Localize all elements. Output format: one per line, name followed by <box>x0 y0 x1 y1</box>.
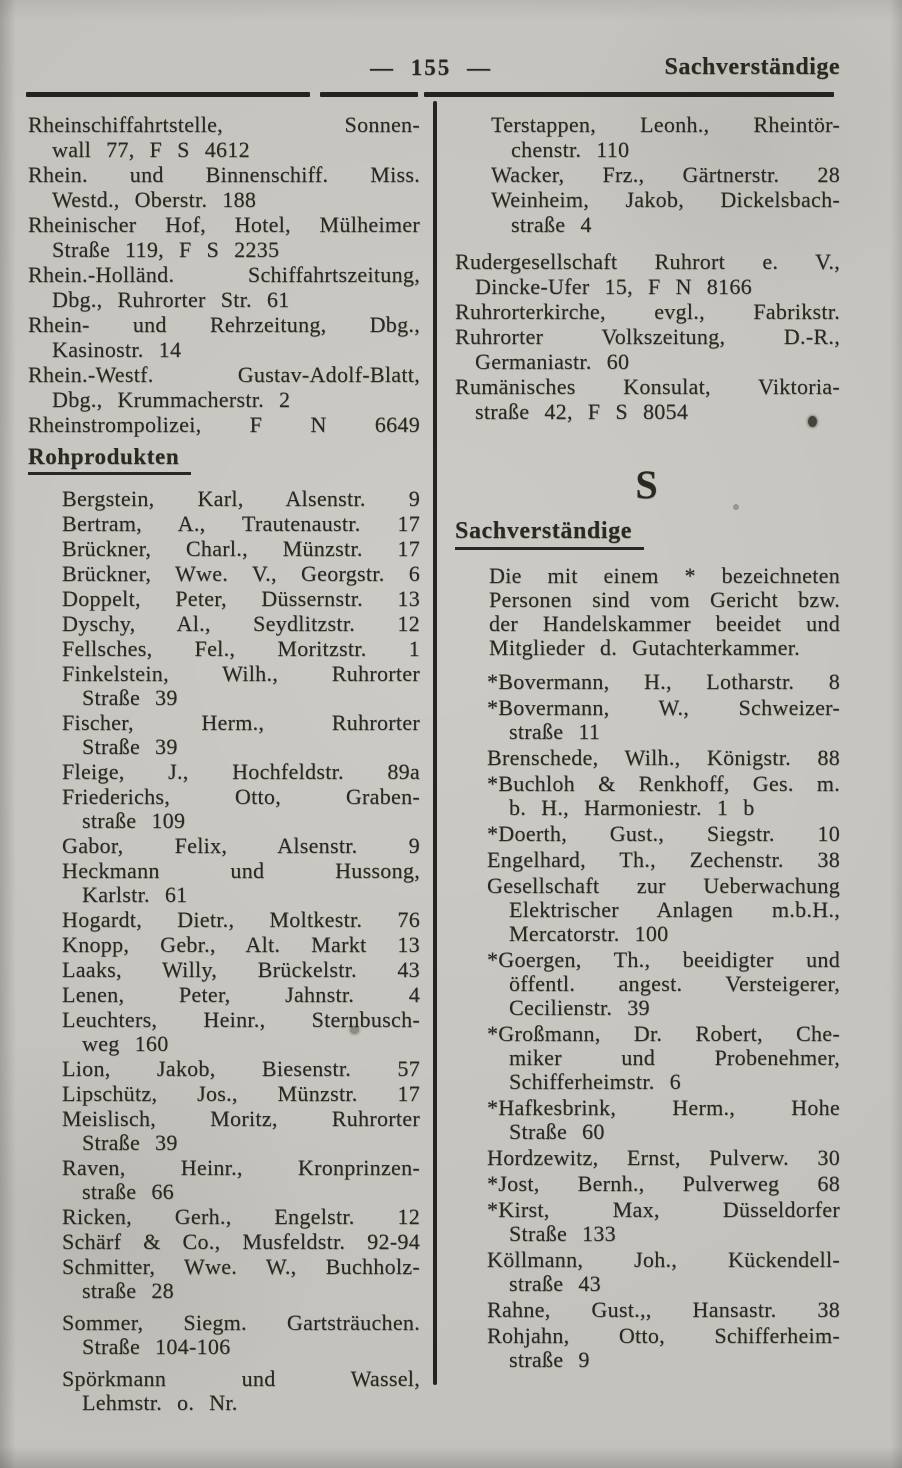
directory-entry <box>62 662 420 710</box>
entry-line: Lion, Jakob, Biesenstr. 57 <box>62 1056 420 1081</box>
entry-line: Rahne, Gust.,, Hansastr. 38 <box>487 1297 840 1322</box>
directory-entry <box>62 1057 420 1081</box>
entry-line: Friederichs, Otto, Graben- <box>62 784 420 809</box>
entry-line: Heckmann und Hussong, <box>62 858 420 883</box>
entry-line: *Jost, Bernh., Pulverweg 68 <box>487 1171 840 1196</box>
entry-line: straße 11 <box>509 719 601 744</box>
directory-entry <box>487 1248 840 1296</box>
entry-line: Personen sind vom Gericht bzw. <box>489 587 840 612</box>
directory-entry <box>487 874 840 946</box>
directory-entry <box>28 412 420 437</box>
directory-entry <box>487 1146 840 1170</box>
directory-entry <box>62 487 420 511</box>
entry-line: straße 28 <box>82 1278 174 1303</box>
entry-line: Die mit einem * bezeichneten <box>489 563 840 588</box>
entry-line: straße 43 <box>509 1271 601 1296</box>
entry-line: Germaniastr. 60 <box>475 349 630 374</box>
directory-entry <box>62 1107 420 1155</box>
directory-entry <box>487 1096 840 1144</box>
directory-entry <box>28 212 420 262</box>
right-column <box>455 112 840 1372</box>
entry-line: Finkelstein, Wilh., Ruhrorter <box>62 661 420 686</box>
entry-line: Mercatorstr. 100 <box>509 921 669 946</box>
directory-entry <box>491 187 840 237</box>
entry-line: Karlstr. 61 <box>82 882 188 907</box>
entry-line: Straße 104-106 <box>82 1334 231 1359</box>
entry-line: *Kirst, Max, Düsseldorfer <box>487 1197 840 1222</box>
directory-entry <box>62 562 420 586</box>
entry-line: Köllmann, Joh., Kückendell- <box>487 1247 840 1272</box>
entry-line: Bergstein, Karl, Alsenstr. 9 <box>62 486 420 511</box>
directory-entry <box>62 760 420 784</box>
entry-line: chenstr. 110 <box>511 137 630 162</box>
section-heading-sachverstaendige: Sachverständige <box>455 518 644 550</box>
entry-line: *Großmann, Dr. Robert, Che- <box>487 1021 840 1046</box>
entry-line: Straße 133 <box>509 1221 616 1246</box>
entry-line: Gesellschaft zur Ueberwachung <box>487 873 840 898</box>
entry-line: Schärf & Co., Musfeldstr. 92-94 <box>62 1229 420 1254</box>
section-heading-rohprodukten: Rohprodukten <box>28 444 191 475</box>
directory-entry <box>491 162 840 187</box>
entry-line: öffentl. angest. Versteigerer, <box>509 971 840 996</box>
directory-entry <box>487 1324 840 1372</box>
directory-entry <box>487 1022 840 1094</box>
directory-entry <box>487 772 840 820</box>
note-paragraph <box>489 564 840 660</box>
entry-line: Raven, Heinr., Kronprinzen- <box>62 1155 420 1180</box>
right-top-entries <box>455 249 840 424</box>
entry-line: Brückner, Charl., Münzstr. 17 <box>62 536 420 561</box>
entry-line: Mitglieder d. Gutachterkammer. <box>489 635 800 660</box>
entry-line: Straße 119, F S 2235 <box>52 237 280 262</box>
header-rule-segment <box>320 92 418 97</box>
entry-line: Brückner, Wwe. V., Georgstr. 6 <box>62 561 420 586</box>
entry-line: Rhein.-Holländ. Schiffahrtszeitung, <box>28 262 420 287</box>
entry-line: Lehmstr. o. Nr. <box>82 1390 238 1415</box>
directory-entry <box>487 1172 840 1196</box>
directory-entry <box>62 637 420 661</box>
entry-line: Leuchters, Heinr., Sternbusch- <box>62 1007 420 1032</box>
directory-entry <box>62 587 420 611</box>
entry-line: Engelhard, Th., Zechenstr. 38 <box>487 847 840 872</box>
entry-line: der Handelskammer beeidet und <box>489 611 840 636</box>
entry-line: Rohjahn, Otto, Schifferheim- <box>487 1323 840 1348</box>
entry-line: Fellsches, Fel., Moritzstr. 1 <box>62 636 420 661</box>
directory-entry <box>62 908 420 932</box>
entry-line: Rumänisches Konsulat, Viktoria- <box>455 374 840 399</box>
directory-entry <box>455 299 840 324</box>
entry-line: *Hafkesbrink, Herm., Hohe <box>487 1095 840 1120</box>
column-divider-rule <box>433 101 437 1385</box>
letter-heading-s: S <box>635 462 660 507</box>
page-number: — 155 — <box>369 55 493 80</box>
directory-entry <box>487 1198 840 1246</box>
entry-line: straße 66 <box>82 1179 174 1204</box>
entry-line: Lipschütz, Jos., Münzstr. 17 <box>62 1081 420 1106</box>
directory-entry <box>62 537 420 561</box>
directory-entry <box>455 374 840 424</box>
entry-line: Cecilienstr. 39 <box>509 995 650 1020</box>
entry-line: Terstappen, Leonh., Rheintör- <box>491 112 840 137</box>
entry-line: Meislisch, Moritz, Ruhrorter <box>62 1106 420 1131</box>
directory-entry <box>487 670 840 694</box>
entry-line: wall 77, F S 4612 <box>52 137 250 162</box>
entry-line: Schmitter, Wwe. W., Buchholz- <box>62 1254 420 1279</box>
entry-line: *Bovermann, W., Schweizer- <box>487 695 840 720</box>
entry-line: Straße 39 <box>82 685 178 710</box>
entry-line: b. H., Harmoniestr. 1 b <box>509 795 755 820</box>
entry-line: Spörkmann und Wassel, <box>62 1366 420 1391</box>
entry-line: weg 160 <box>82 1031 169 1056</box>
entry-line: Rheinischer Hof, Hotel, Mülheimer <box>28 212 420 237</box>
running-header: Sachverständige <box>664 54 840 80</box>
directory-entry <box>62 612 420 636</box>
entry-line: Laaks, Willy, Brückelstr. 43 <box>62 957 420 982</box>
entry-line: Weinheim, Jakob, Dickelsbach- <box>491 187 840 212</box>
directory-entry <box>487 848 840 872</box>
directory-entry <box>62 1367 420 1415</box>
directory-entry <box>62 859 420 907</box>
entry-line: *Goergen, Th., beeidigter und <box>487 947 840 972</box>
directory-entry <box>62 1082 420 1106</box>
entry-line: Knopp, Gebr., Alt. Markt 13 <box>62 932 420 957</box>
entry-line: Wacker, Frz., Gärtnerstr. 28 <box>491 162 840 187</box>
entry-line: Rheinstrompolizei, F N 6649 <box>28 412 420 437</box>
directory-entry <box>62 834 420 858</box>
entry-line: Rheinschiffahrtstelle, Sonnen- <box>28 112 420 137</box>
entry-line: Hordzewitz, Ernst, Pulverw. 30 <box>487 1145 840 1170</box>
header-rule-segment <box>424 92 834 97</box>
directory-entry <box>62 1311 420 1359</box>
directory-entry <box>487 746 840 770</box>
directory-entry <box>28 312 420 362</box>
entry-line: Straße 60 <box>509 1119 605 1144</box>
directory-entry <box>455 324 840 374</box>
directory-entry <box>28 262 420 312</box>
header-rule-segment <box>26 92 310 97</box>
section-note <box>455 564 840 660</box>
directory-entry <box>62 958 420 982</box>
entry-line: Ricken, Gerh., Engelstr. 12 <box>62 1204 420 1229</box>
sachverstaendige-entries <box>455 670 840 1372</box>
entry-line: Doppelt, Peter, Düssernstr. 13 <box>62 586 420 611</box>
entry-line: Dyschy, Al., Seydlitzstr. 12 <box>62 611 420 636</box>
directory-entry <box>62 785 420 833</box>
entry-line: straße 4 <box>511 212 592 237</box>
entry-line: Dincke-Ufer 15, F N 8166 <box>475 274 752 299</box>
directory-entry <box>28 162 420 212</box>
entry-line: Fleige, J., Hochfeldstr. 89a <box>62 759 420 784</box>
entry-line: straße 109 <box>82 808 186 833</box>
directory-entry <box>62 1156 420 1204</box>
entry-line: *Buchloh & Renkhoff, Ges. m. <box>487 771 840 796</box>
directory-entry <box>62 1008 420 1056</box>
entry-line: Lenen, Peter, Jahnstr. 4 <box>62 982 420 1007</box>
entry-line: Bertram, A., Trautenaustr. 17 <box>62 511 420 536</box>
left-top-entries <box>28 112 420 437</box>
entry-line: straße 9 <box>509 1347 590 1372</box>
directory-entry <box>62 1230 420 1254</box>
entry-line: Straße 39 <box>82 1130 178 1155</box>
entry-line: miker und Probenehmer, <box>509 1045 840 1070</box>
directory-entry <box>487 822 840 846</box>
entry-line: *Doerth, Gust., Siegstr. 10 <box>487 821 840 846</box>
entry-line: Dbg., Krummacherstr. 2 <box>52 387 291 412</box>
directory-entry <box>62 983 420 1007</box>
entry-line: straße 42, F S 8054 <box>475 399 689 424</box>
directory-entry <box>487 948 840 1020</box>
entry-line: Gabor, Felix, Alsenstr. 9 <box>62 833 420 858</box>
directory-entry <box>28 362 420 412</box>
directory-entry <box>62 1255 420 1303</box>
entry-line: Sommer, Siegm. Gartsträuchen. <box>62 1310 420 1335</box>
continued-entries <box>455 112 840 237</box>
entry-line: Ruhrorterkirche, evgl., Fabrikstr. <box>455 299 840 324</box>
entry-line: Kasinostr. 14 <box>52 337 182 362</box>
entry-line: Straße 39 <box>82 734 178 759</box>
directory-entry <box>62 512 420 536</box>
directory-entry <box>62 1205 420 1229</box>
entry-line: Schifferheimstr. 6 <box>509 1069 681 1094</box>
entry-line: *Bovermann, H., Lotharstr. 8 <box>487 669 840 694</box>
entry-line: Rhein- und Rehrzeitung, Dbg., <box>28 312 420 337</box>
directory-entry <box>491 112 840 162</box>
entry-line: Rhein. und Binnenschiff. Miss. <box>28 162 420 187</box>
entry-line: Dbg., Ruhrorter Str. 61 <box>52 287 290 312</box>
entry-line: Hogardt, Dietr., Moltkestr. 76 <box>62 907 420 932</box>
entry-line: Rudergesellschaft Ruhrort e. V., <box>455 249 840 274</box>
entry-line: Rhein.-Westf. Gustav-Adolf-Blatt, <box>28 362 420 387</box>
directory-entry <box>62 933 420 957</box>
directory-entry <box>28 112 420 162</box>
entry-line: Ruhrorter Volkszeitung, D.-R., <box>455 324 840 349</box>
directory-entry <box>62 711 420 759</box>
entry-line: Fischer, Herm., Ruhrorter <box>62 710 420 735</box>
directory-entry <box>487 696 840 744</box>
entry-line: Brenschede, Wilh., Königstr. 88 <box>487 745 840 770</box>
left-column <box>28 112 420 1415</box>
directory-entry <box>487 1298 840 1322</box>
entry-line: Elektrischer Anlagen m.b.H., <box>509 897 840 922</box>
entry-line: Westd., Oberstr. 188 <box>52 187 257 212</box>
directory-entry <box>455 249 840 299</box>
rohprodukten-entries <box>28 487 420 1415</box>
